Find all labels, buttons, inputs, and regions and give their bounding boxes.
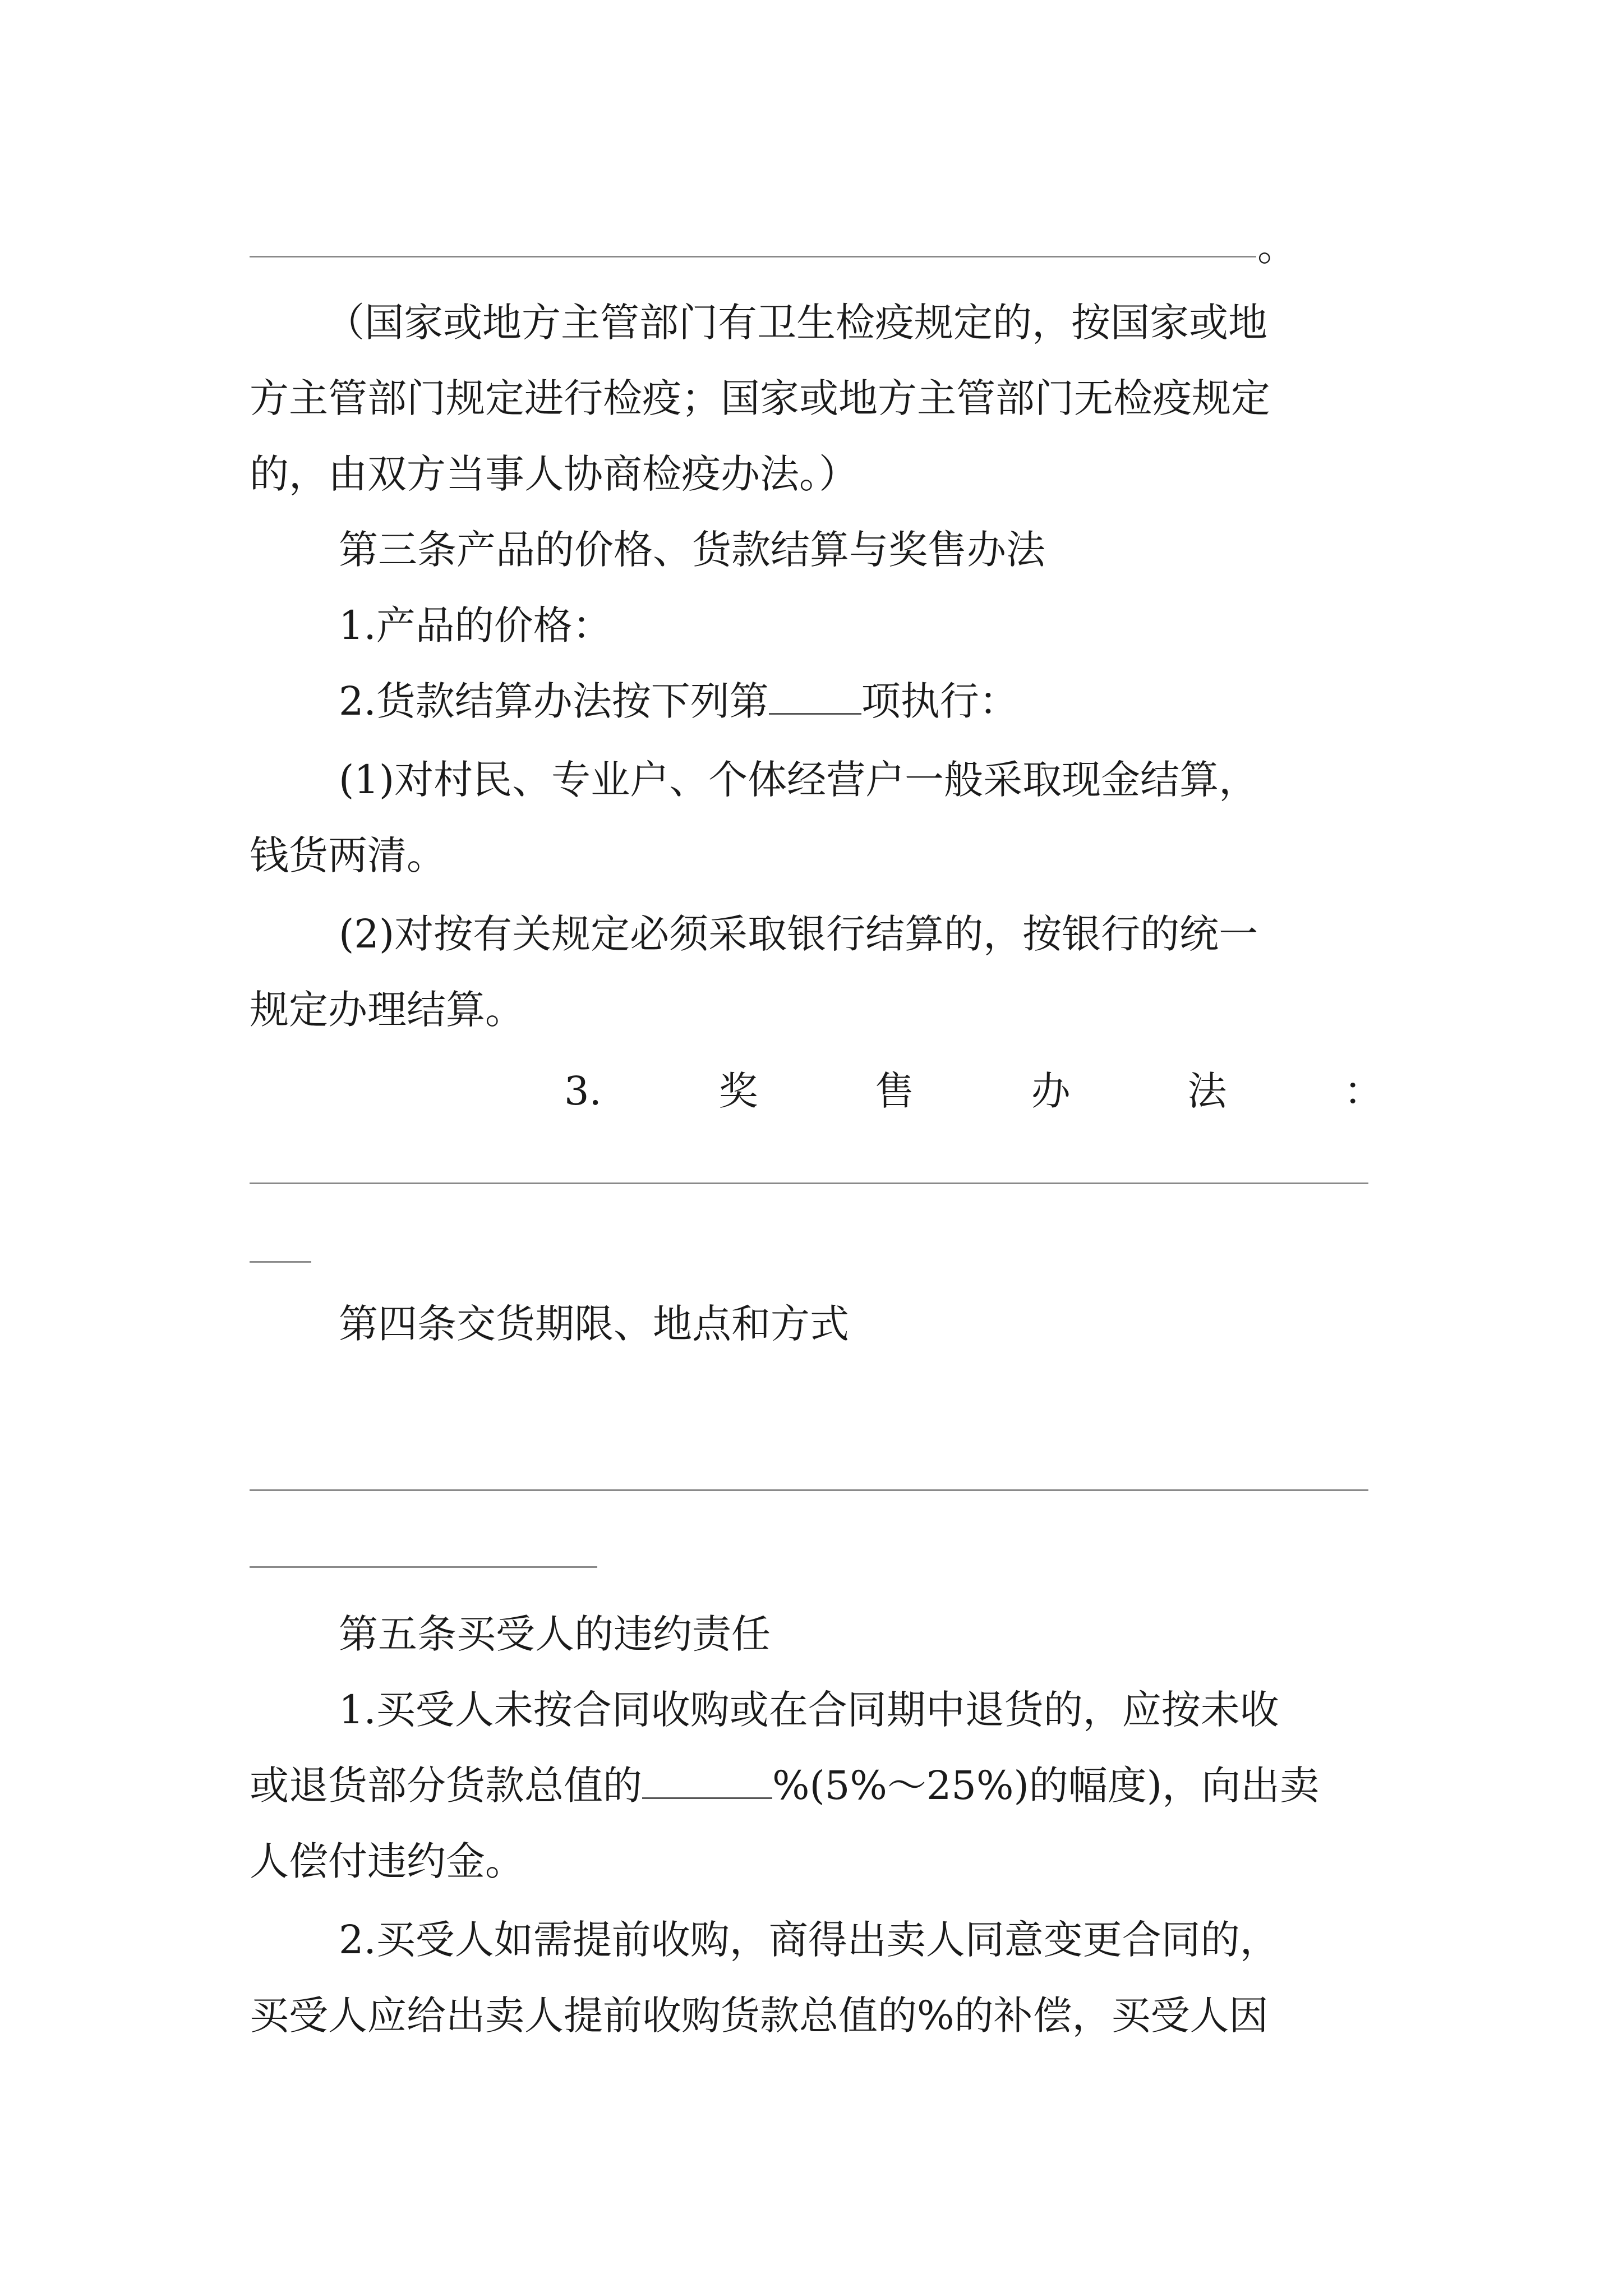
article-3-item-3 bbox=[564, 1068, 1383, 1114]
article-5-item-1-line-2 bbox=[250, 1763, 1320, 1809]
article-3-item-2-text-a: 2.货款结算办法按下列第 bbox=[339, 678, 769, 724]
quarantine-note-line-2: 方主管部门规定进行检疫；国家或地方主管部门无检疫规定 bbox=[250, 375, 1270, 421]
fill-in-line bbox=[250, 1182, 1368, 1184]
article-5-item-2-line-2: 买受人应给出卖人提前收购货款总值的%的补偿，买受人因 bbox=[250, 1993, 1269, 2039]
article-5-item-2-line-1: 2.买受人如需提前收购，商得出卖人同意变更合同的， bbox=[339, 1917, 1279, 1963]
quarantine-note-line-1: （国家或地方主管部门有卫生检疫规定的，按国家或地 bbox=[325, 300, 1267, 346]
line-end-period: 。 bbox=[1257, 224, 1297, 270]
article-3-item-2-1-line-1: (1)对村民、专业户、个体经营户一般采取现金结算， bbox=[339, 757, 1258, 803]
article-3-item-2-2-line-2: 规定办理结算。 bbox=[250, 987, 524, 1033]
item-3-char: 奖 bbox=[718, 1068, 758, 1114]
article-5-item-1-text-b: %(5%～25%)的幅度)，向出卖 bbox=[772, 1763, 1320, 1809]
item-3-char: 售 bbox=[875, 1068, 915, 1114]
article-3-item-2-2-line-1: (2)对按有关规定必须采取银行结算的，按银行的统一 bbox=[339, 911, 1258, 957]
item-number-blank[interactable] bbox=[769, 713, 861, 715]
item-3-char: 办 bbox=[1031, 1068, 1071, 1114]
penalty-percent-blank[interactable] bbox=[642, 1797, 772, 1799]
article-4-title: 第四条交货期限、地点和方式 bbox=[339, 1301, 849, 1347]
article-5-item-1-line-3: 人偿付违约金。 bbox=[250, 1838, 524, 1884]
article-3-item-2-text-b: 项执行： bbox=[861, 678, 1018, 724]
fill-in-line bbox=[250, 256, 1256, 257]
fill-in-line bbox=[250, 1261, 311, 1263]
article-5-title: 第五条买受人的违约责任 bbox=[339, 1611, 771, 1657]
quarantine-note-line-3: 的，由双方当事人协商检疫办法。） bbox=[250, 451, 858, 497]
article-3-item-2-1-line-2: 钱货两清。 bbox=[250, 832, 446, 878]
item-3-char: 法 bbox=[1187, 1068, 1227, 1114]
article-3-item-2 bbox=[339, 678, 1018, 724]
article-5-item-1-line-1: 1.买受人未按合同收购或在合同期中退货的，应按未收 bbox=[339, 1687, 1279, 1733]
article-3-item-1: 1.产品的价格： bbox=[339, 602, 612, 648]
fill-in-line bbox=[250, 1489, 1368, 1491]
item-3-char: 3. bbox=[564, 1068, 602, 1114]
article-3-title: 第三条产品的价格、货款结算与奖售办法 bbox=[339, 527, 1045, 573]
article-5-item-1-text-a: 或退货部分货款总值的 bbox=[250, 1763, 642, 1809]
item-3-char: ： bbox=[1344, 1068, 1383, 1114]
fill-in-line bbox=[250, 1566, 597, 1568]
